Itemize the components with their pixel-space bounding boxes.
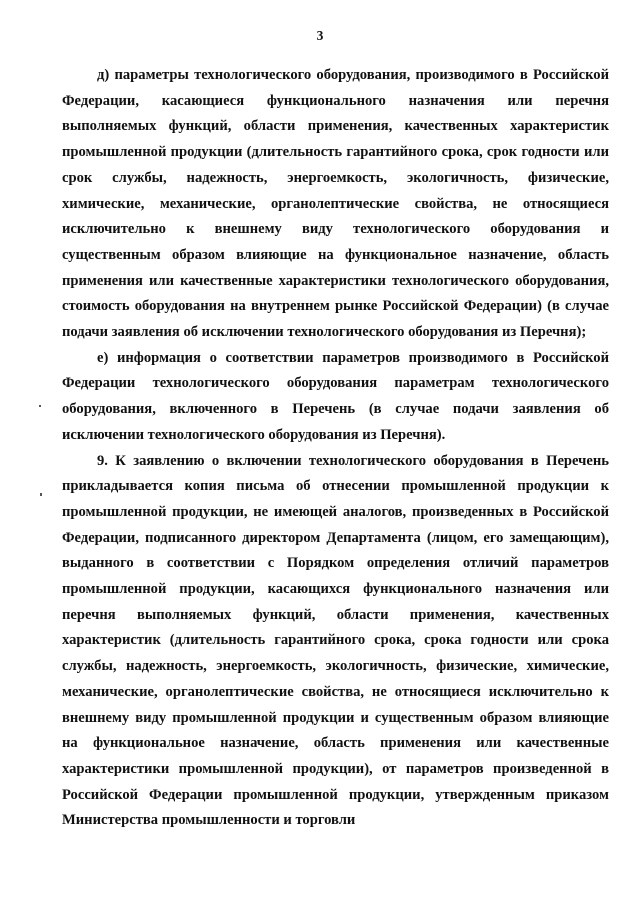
page-number: 3 [316,28,324,43]
paragraph-9: 9. К заявлению о включении технологического оборудования в Перечень прикладывается копия письма об отнесении промышленной продукции к промышленной продукции, не имеющей аналогов, произведенных в Российской Федерации, подписанного директором Департамента (лицом, его замещающим), выданного в соответствии с Порядком определения отличий параметров промышленной продукции, касающихся функционального назначения или перечня выполняемых функций, области применения, качественных характеристик (длительность гарантийного срока, срока годности или срока службы, надежность, энергоемкость, экологичность, физические, химические, механические, органолептические свойства, не относящиеся исключительно к внешнему виду промышленной продукции и существенным образом влияющие на функциональное назначение, область применения или качественные характеристики промышленной продукции), от параметров произведенной в Российской Федерации промышленной продукции, утвержденным приказом Министерства промышленности и торговли [62,452,609,829]
scan-speck [40,493,42,496]
paragraph-e: е) информация о соответствии параметров производимого в Российской Федерации технологического оборудования параметрам технологического оборудования, включенного в Перечень (в случае подачи заявления об исключении технологического оборудования из Перечня). [62,349,609,443]
paragraph-d: д) параметры технологического оборудования, производимого в Российской Федерации, касающиеся функционального назначения или перечня выполняемых функций, области применения, качественных характеристик промышленной продукции (длительность гарантийного срока, срок годности или срок службы, надежность, энергоемкость, экологичность, физические, химические, механические, органолептические свойства, не относящиеся исключительно к внешнему виду технологического оборудования и существенным образом влияющие на функциональное назначение, область применения или качественные характеристики технологического оборудования, стоимость оборудования на внутреннем рынке Российской Федерации) (в случае подачи заявления об исключении технологического оборудования из Перечня); [62,67,609,341]
scan-speck [39,405,41,407]
document-body [62,63,609,834]
